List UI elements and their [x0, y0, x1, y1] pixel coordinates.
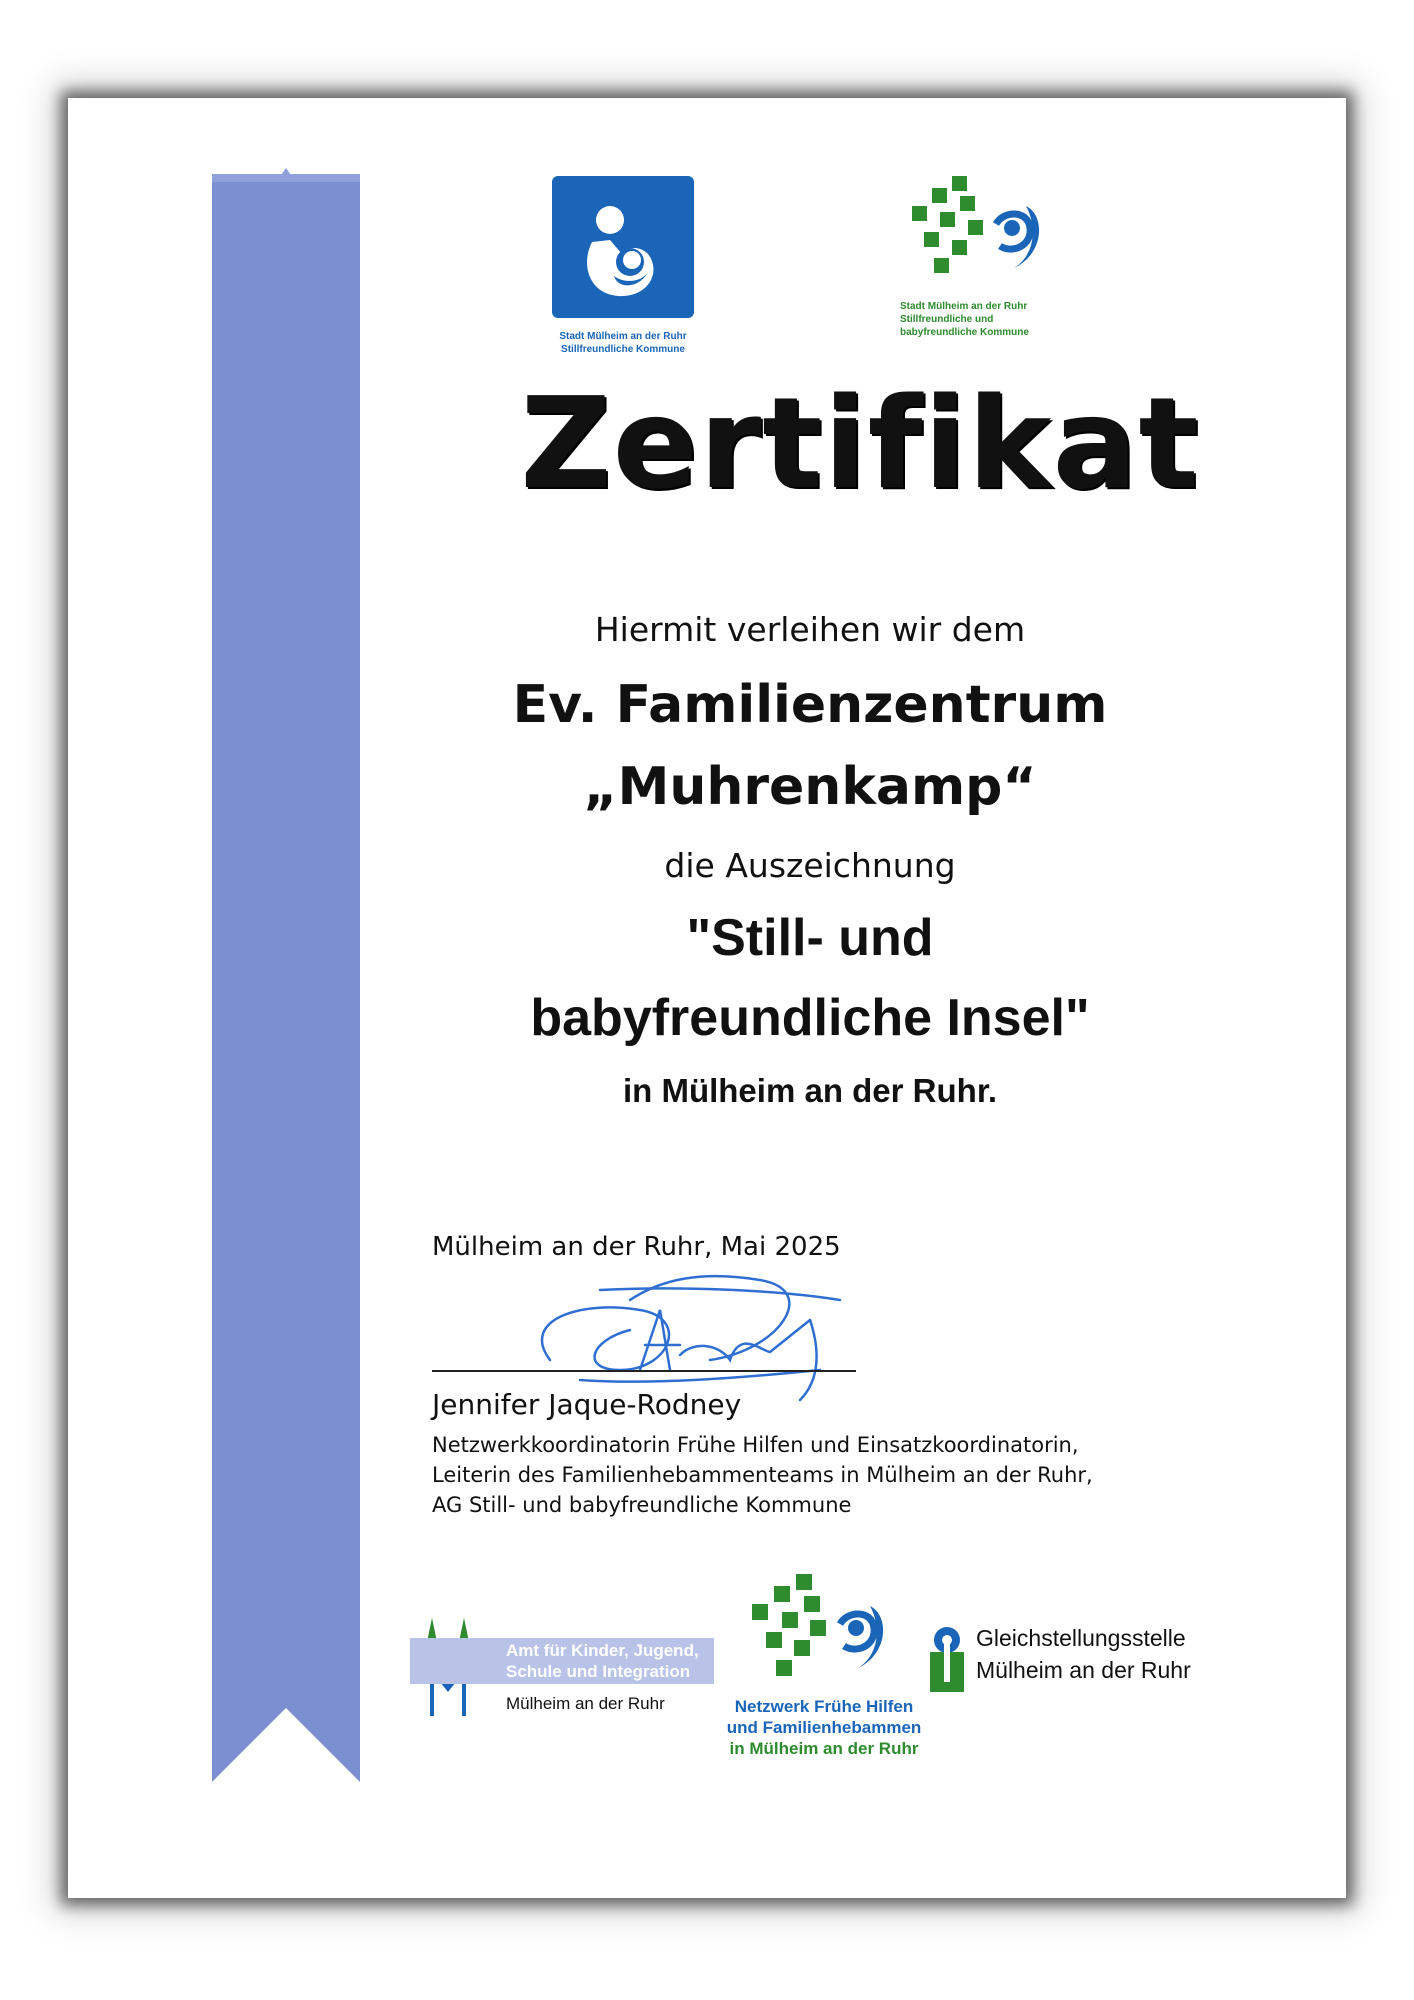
amt-line-1: Amt für Kinder, Jugend, — [506, 1641, 699, 1660]
recipient-line-2: „Muhrenkamp“ — [583, 757, 1037, 817]
award-line-2: babyfreundliche Insel" — [530, 989, 1090, 1047]
netzwerk-line-3: in Mülheim an der Ruhr — [729, 1739, 919, 1758]
award-intro: die Auszeichnung — [664, 846, 956, 885]
signer-role-line-3: AG Still- und babyfreundliche Kommune — [432, 1493, 852, 1517]
award-location: in Mülheim an der Ruhr. — [622, 1072, 998, 1109]
keyhole-icon — [930, 1626, 964, 1692]
signer-role-line-1: Netzwerkkoordinatorin Frühe Hilfen und Einsatzkoordinatorin, — [432, 1433, 1079, 1457]
amt-line-3: Mülheim an der Ruhr — [506, 1694, 665, 1713]
logo-right-caption-2: Stillfreundliche und — [900, 314, 994, 325]
logo-left-caption-1: Stadt Mülheim an der Ruhr — [559, 331, 687, 342]
gleich-line-2: Mülheim an der Ruhr — [976, 1657, 1191, 1683]
amt-line-2: Schule und Integration — [506, 1662, 691, 1681]
logo-stillfreundliche-kommune — [552, 176, 694, 355]
breastfeeding-icon — [552, 176, 694, 318]
netzwerk-line-1: Netzwerk Frühe Hilfen — [734, 1697, 914, 1716]
logo-still-babyfreundliche-kommune — [900, 176, 1090, 356]
gleich-line-1: Gleichstellungsstelle — [976, 1625, 1186, 1651]
signer-name: Jennifer Jaque-Rodney — [432, 1388, 742, 1421]
logo-right-caption-3: babyfreundliche Kommune — [900, 327, 1029, 338]
green-squares-logo-icon — [744, 1574, 904, 1686]
footer-amt-logo — [410, 1618, 720, 1728]
signer-role-line-2: Leiterin des Familienhebammenteams in Mülheim an der Ruhr, — [432, 1463, 1093, 1487]
green-squares-logo-icon — [900, 176, 1060, 284]
signature-line — [432, 1370, 856, 1372]
recipient-line-1: Ev. Familienzentrum — [512, 675, 1108, 735]
logo-left-caption-2: Stillfreundliche Kommune — [561, 344, 685, 355]
netzwerk-line-2: und Familienhebammen — [726, 1718, 922, 1737]
place-date: Mülheim an der Ruhr, Mai 2025 — [432, 1232, 841, 1262]
logo-right-caption-1: Stadt Mülheim an der Ruhr — [900, 301, 1028, 312]
certificate-title: Zertifikat — [520, 370, 1200, 517]
signer-role — [432, 1430, 1093, 1520]
ribbon-decoration — [212, 168, 360, 1782]
footer-netzwerk-logo — [724, 1574, 924, 1774]
award-line-1: "Still- und — [686, 909, 934, 967]
footer-gleichstellung-logo — [930, 1622, 1260, 1702]
intro-text: Hiermit verleihen wir dem — [594, 610, 1026, 649]
